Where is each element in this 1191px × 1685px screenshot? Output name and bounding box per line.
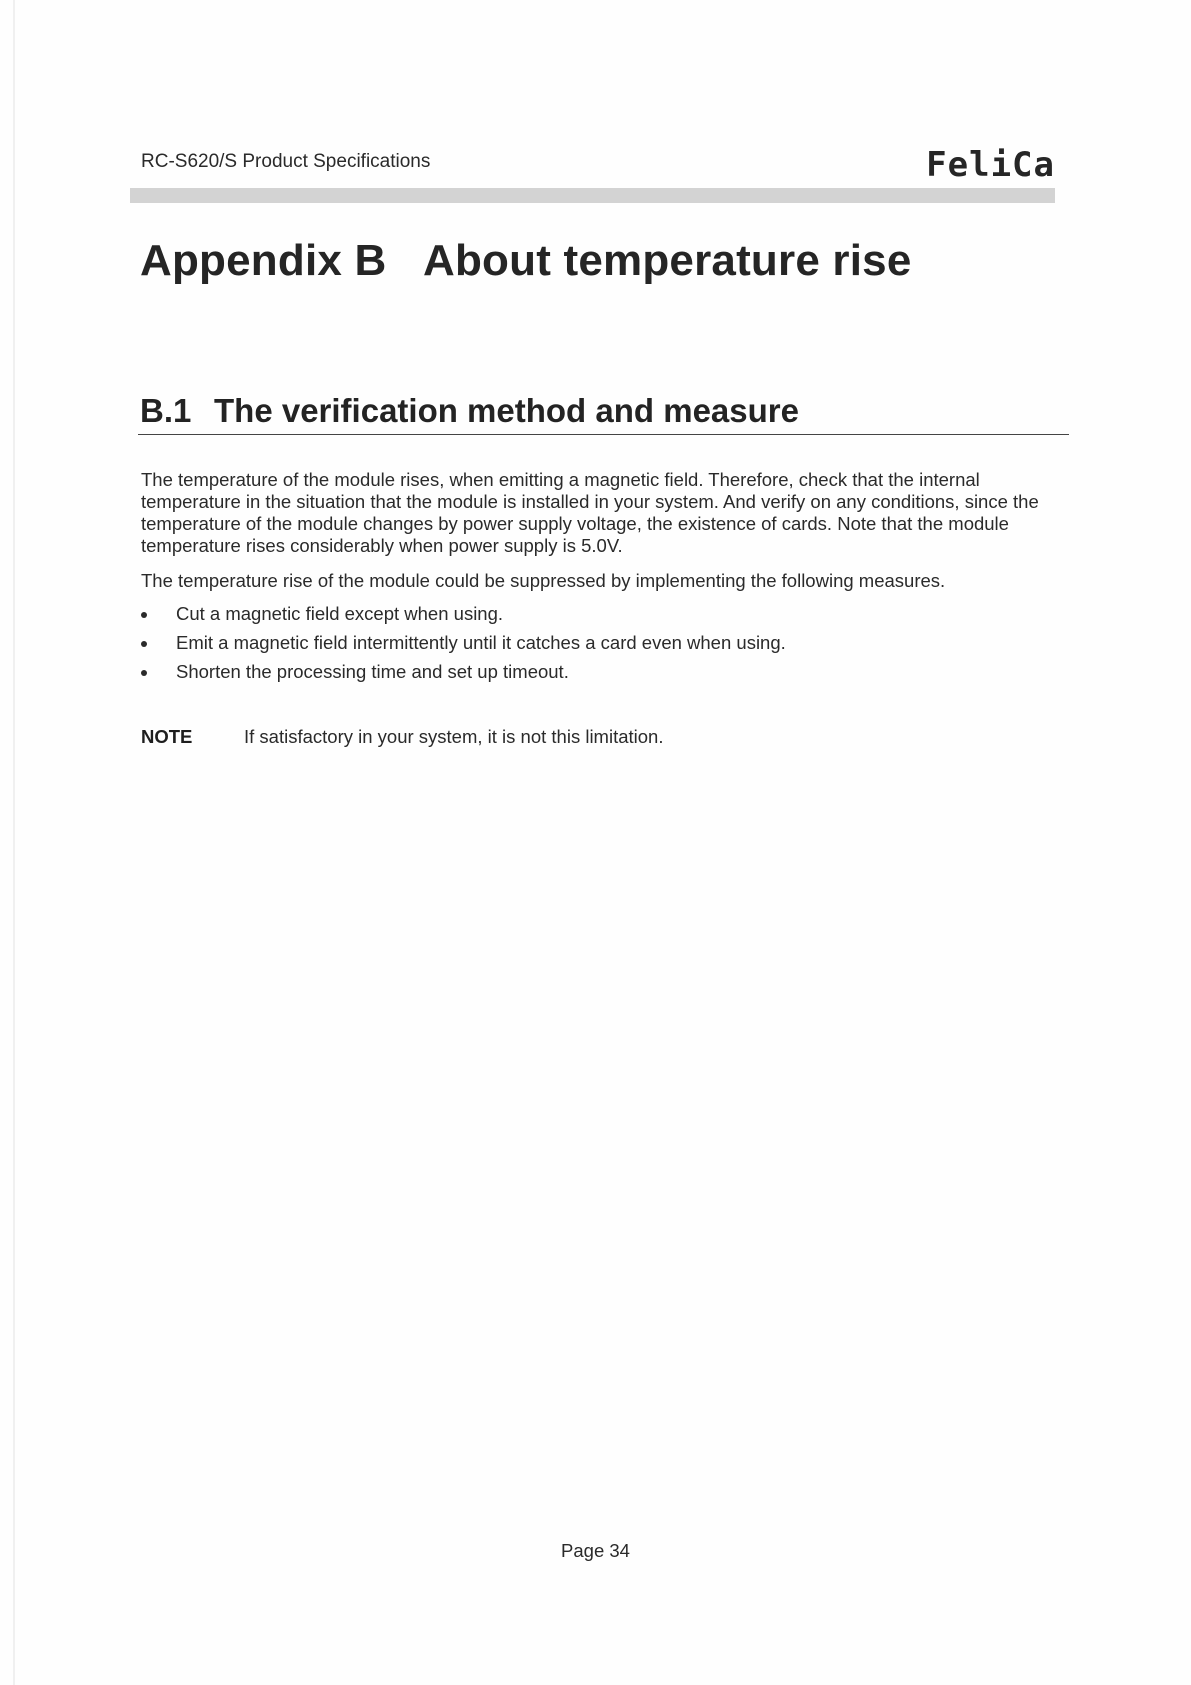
appendix-title xyxy=(140,236,912,286)
note xyxy=(141,726,663,748)
section-title: The verification method and measure xyxy=(214,392,799,429)
list-item-text: Cut a magnetic field except when using. xyxy=(176,603,504,624)
list-item xyxy=(141,632,1041,661)
bullet-icon xyxy=(141,670,147,676)
section-rule xyxy=(138,434,1069,435)
felica-logo: FeliCa xyxy=(926,145,1055,185)
list-item-text: Emit a magnetic field intermittently until it catches a card even when using. xyxy=(176,632,786,653)
scan-edge xyxy=(13,0,15,1685)
appendix-label: Appendix B xyxy=(140,236,387,285)
header-bar xyxy=(130,188,1055,203)
list-item-text: Shorten the processing time and set up timeout. xyxy=(176,661,569,682)
section-heading xyxy=(140,392,799,430)
section-number: B.1 xyxy=(140,392,192,429)
note-label: NOTE xyxy=(141,726,193,747)
paragraph: The temperature rise of the module could be suppressed by implementing the following measures. xyxy=(141,570,946,591)
appendix-title-text: About temperature rise xyxy=(423,236,912,285)
note-text: If satisfactory in your system, it is not this limitation. xyxy=(244,726,664,747)
bullet-icon xyxy=(141,612,147,618)
page-header xyxy=(141,145,1055,188)
list-item xyxy=(141,661,1041,690)
list-item xyxy=(141,603,1041,632)
page-number: Page 34 xyxy=(561,1540,630,1561)
measures-list xyxy=(141,603,1041,690)
paragraph: The temperature of the module rises, when emitting a magnetic field. Therefore, check that the internal temperature in the situation that the module is installed in your system. And verify on any conditions, since the temperature of the module changes by power supply voltage, the existence of cards. Note that the module temperature rises considerably when power supply is 5.0V. xyxy=(141,469,1039,556)
bullet-icon xyxy=(141,641,147,647)
header-title: RC-S620/S Product Specifications xyxy=(141,151,431,172)
